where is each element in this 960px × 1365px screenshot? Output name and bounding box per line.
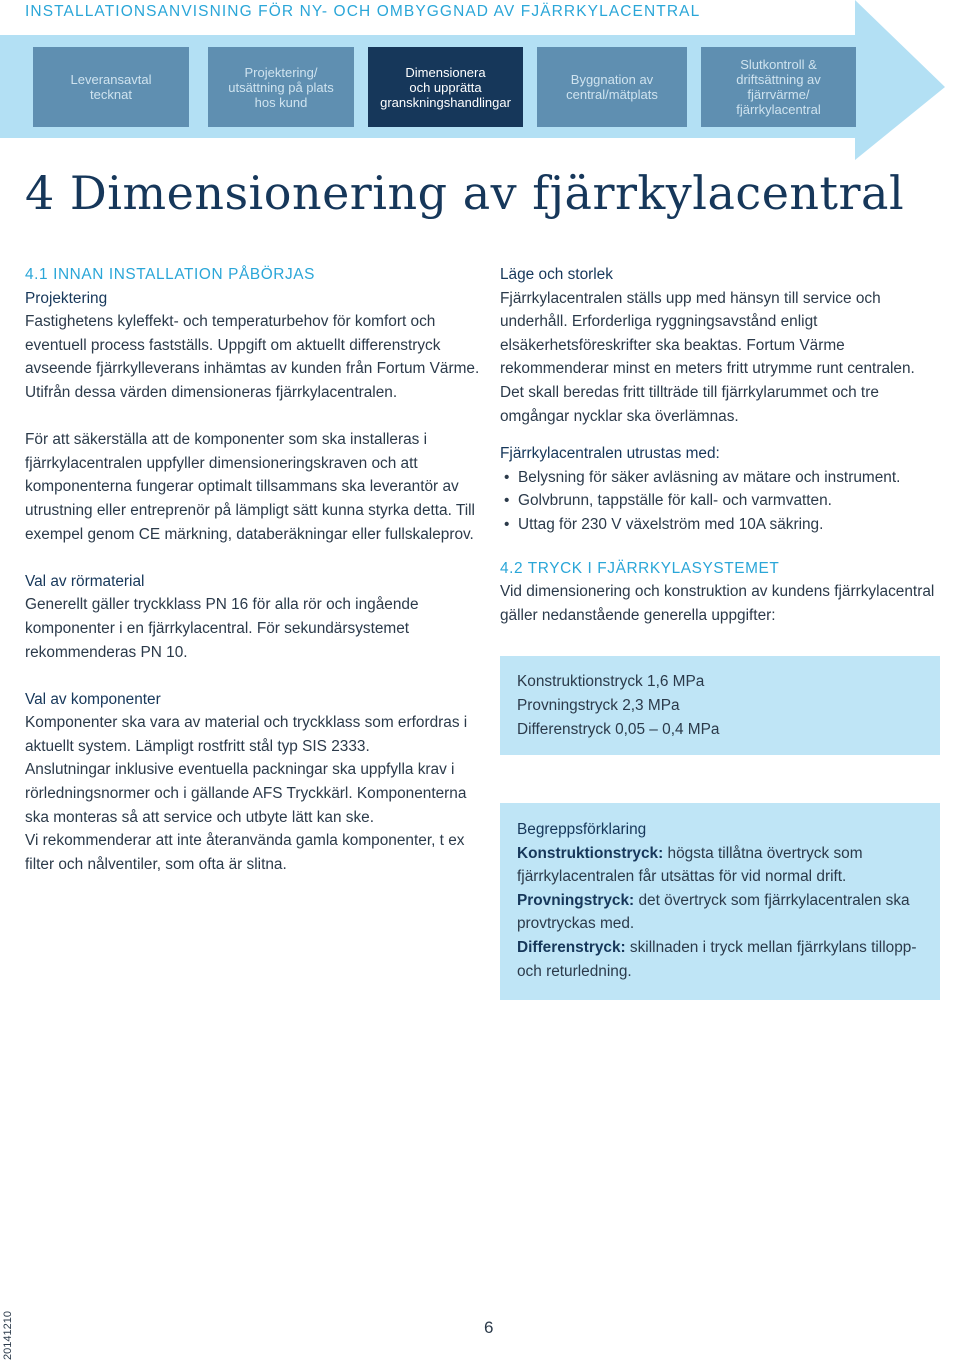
section-heading-4-2: 4.2 TRYCK I FJÄRRKYLASYSTEMET: [500, 559, 780, 577]
components-paragraph: För att säkerställa att de komponenter som ska installeras i fjärrkylacentralen uppfyller dimensioneringskraven och att komponenterna fungerar optimalt tillsammans ska leverantör av utrustning eller entreprenör på lämpligt sätt kunna styrka detta. Till exempel genom CE märkning, databeräkningar eller fullskaleprov.: [25, 431, 475, 543]
glossary-definition: högsta tillåtna övertryck som fjärrkylacentralen får utsättas för vid normal drift.: [517, 844, 863, 886]
page-title: 4 Dimensionering av fjärrkylacentral: [25, 166, 905, 220]
projektering-heading: Projektering: [25, 289, 108, 307]
glossary-definition: det övertryck som fjärrkylacentralen ska provtryckas med.: [517, 891, 910, 933]
equipment-heading: Fjärrkylacentralen utrustas med:: [500, 445, 720, 463]
process-step-4: Byggnation av central/mätplats: [537, 47, 687, 127]
left-column: [25, 263, 480, 876]
location-heading: Läge och storlek: [500, 266, 613, 283]
glossary-item: [517, 842, 923, 889]
document-code: 20141210: [2, 1311, 14, 1360]
component-choice-text-3: Vi rekommenderar att inte återanvända gamla komponenter, t ex filter och nålventiler, som ofta är slitna.: [25, 832, 465, 873]
pipe-material-text: Generellt gäller tryckklass PN 16 för alla rör och ingående komponenter i en fjärrkylacentral. För sekundärsystemet rekommenderas PN 10.: [25, 596, 419, 661]
glossary-term: Differenstryck:: [517, 939, 626, 957]
equipment-item: • Uttag för 230 V växelström med 10A säkring.: [500, 513, 940, 537]
process-step-1: Leveransavtal tecknat: [33, 47, 189, 127]
equipment-item: • Belysning för säker avläsning av mätare och instrument.: [500, 466, 940, 490]
pressure-value: Provningstryck 2,3 MPa: [517, 696, 680, 714]
location-text: Fjärrkylacentralen ställs upp med hänsyn till service och underhåll. Erforderliga ryggningsavstånd enligt elsäkerhetsföreskrifter ska beaktas. Fortum Värme rekommenderar minst en meters fritt utrymme runt centralen. Det skall beredas fritt tillträde till fjärrkylarummet och tre omgångar nycklar ska överlämnas.: [500, 289, 915, 425]
glossary-term: Provningstryck:: [517, 891, 635, 909]
equipment-item: • Golvbrunn, tappställe för kall- och varmvatten.: [500, 489, 940, 513]
equipment-list: [500, 466, 940, 537]
process-step-5: Slutkontroll & driftsättning av fjärrvärme/ fjärrkylacentral: [701, 47, 856, 127]
glossary-heading: Begreppsförklaring: [517, 821, 647, 839]
glossary-box: [500, 803, 940, 1000]
projektering-text: Fastighetens kyleffekt- och temperaturbehov för komfort och eventuell process fastställs. Uppgift om aktuellt differenstryck avseende fjärrkylleverans inhämtas av kunden från Fortum Värme. Utifrån dessa värden dimensioneras fjärrkylacentralen.: [25, 313, 480, 401]
component-choice-heading: Val av komponenter: [25, 690, 161, 708]
pressure-values-box: [500, 656, 940, 755]
glossary-definition: skillnaden i tryck mellan fjärrkylans tillopp- och returledning.: [517, 939, 917, 980]
right-column: [500, 263, 940, 1000]
component-choice-text-1: Komponenter ska vara av material och tryckklass som erfordras i aktuellt system. Lämpligt rostfritt stål typ SIS 2333.: [25, 714, 468, 755]
glossary-item: [517, 889, 923, 936]
glossary-item: [517, 936, 923, 983]
pipe-material-heading: Val av rörmaterial: [25, 572, 145, 590]
pressure-text: Vid dimensionering och konstruktion av kundens fjärrkylacentral gäller nedanstående generella uppgifter:: [500, 583, 935, 624]
pressure-value: Konstruktionstryck 1,6 MPa: [517, 673, 705, 691]
document-header-title: INSTALLATIONSANVISNING FÖR NY- OCH OMBYGGNAD AV FJÄRRKYLACENTRAL: [25, 3, 701, 20]
process-step-2: Projektering/ utsättning på plats hos kund: [208, 47, 354, 127]
pressure-value: Differenstryck 0,05 – 0,4 MPa: [517, 720, 720, 738]
section-heading-4-1: 4.1 INNAN INSTALLATION PÅBÖRJAS: [25, 266, 316, 283]
page-number: 6: [484, 1318, 494, 1337]
process-step-3-active: Dimensionera och upprätta granskningshandlingar: [368, 47, 523, 127]
component-choice-text-2: Anslutningar inklusive eventuella packningar ska uppfylla krav i rörledningsnormer och i gällande AFS Tryckkärl. Komponenterna ska monteras så att service och utbyte lätt kan ske.: [25, 761, 467, 826]
glossary-term: Konstruktionstryck:: [517, 844, 664, 862]
